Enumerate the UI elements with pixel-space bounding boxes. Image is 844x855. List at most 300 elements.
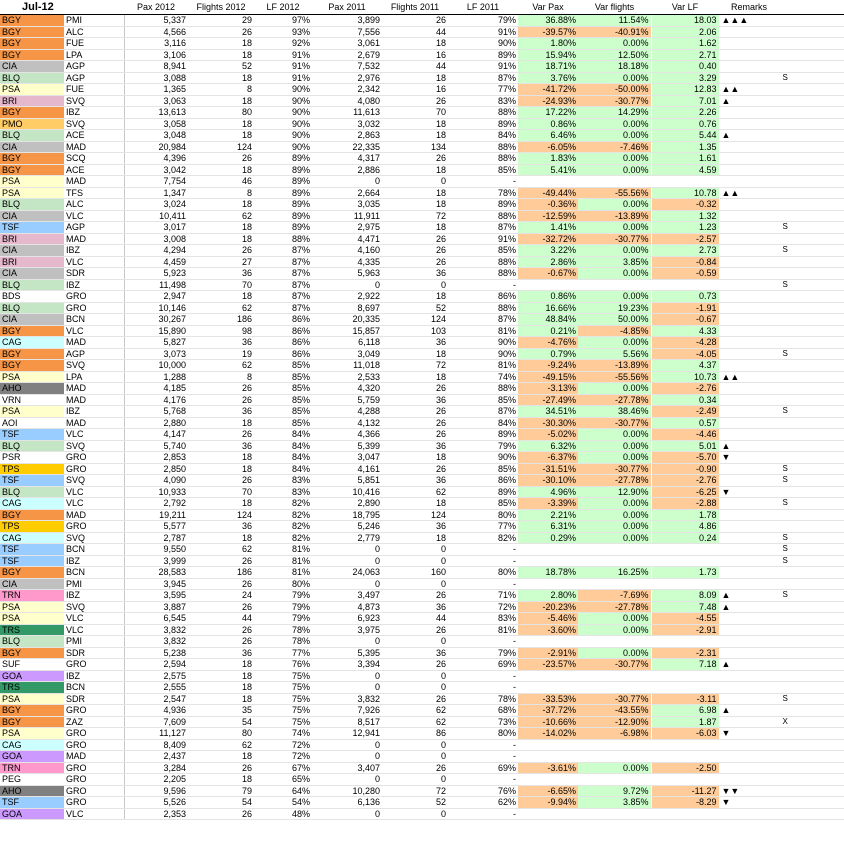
flights-2011-cell[interactable]: 26 [382, 463, 448, 475]
remarks-arrows[interactable] [719, 291, 779, 303]
var-flights-cell[interactable]: 0.00% [578, 509, 651, 521]
destination-cell[interactable]: AGP [64, 222, 124, 234]
pax-2012-cell[interactable]: 13,613 [124, 107, 188, 119]
flights-2012-cell[interactable]: 18 [188, 118, 254, 130]
origin-cell[interactable]: TRS [0, 624, 64, 636]
remarks-flag[interactable]: S [779, 222, 844, 234]
remarks-flag[interactable] [779, 601, 844, 613]
pax-2012-cell[interactable]: 19,211 [124, 509, 188, 521]
remarks-flag[interactable] [779, 371, 844, 383]
lf-2011-cell[interactable]: 79% [448, 440, 518, 452]
lf-2011-cell[interactable]: 90% [448, 348, 518, 360]
var-lf-cell[interactable]: 10.73 [651, 371, 719, 383]
pax-2012-cell[interactable]: 4,176 [124, 394, 188, 406]
lf-2011-cell[interactable]: - [448, 544, 518, 556]
var-lf-cell[interactable]: 2.71 [651, 49, 719, 61]
destination-cell[interactable]: PMI [64, 636, 124, 648]
pax-2012-cell[interactable]: 2,555 [124, 682, 188, 694]
lf-2011-cell[interactable]: 83% [448, 95, 518, 107]
destination-cell[interactable]: IBZ [64, 590, 124, 602]
remarks-arrows[interactable]: ▲ [719, 601, 779, 613]
flights-2012-cell[interactable]: 62 [188, 210, 254, 222]
var-pax-cell[interactable] [518, 774, 578, 786]
flights-2012-cell[interactable]: 35 [188, 705, 254, 717]
flights-2011-cell[interactable]: 134 [382, 141, 448, 153]
remarks-flag[interactable] [779, 38, 844, 50]
destination-cell[interactable]: IBZ [64, 555, 124, 567]
flights-2011-cell[interactable]: 0 [382, 636, 448, 648]
pax-2011-cell[interactable]: 4,873 [312, 601, 382, 613]
var-flights-cell[interactable]: -27.78% [578, 475, 651, 487]
remarks-arrows[interactable] [719, 268, 779, 280]
remarks-flag[interactable] [779, 452, 844, 464]
remarks-arrows[interactable] [719, 38, 779, 50]
var-pax-cell[interactable]: -30.30% [518, 417, 578, 429]
var-flights-cell[interactable]: -13.89% [578, 210, 651, 222]
remarks-flag[interactable] [779, 578, 844, 590]
remarks-flag[interactable] [779, 705, 844, 717]
pax-2011-cell[interactable]: 0 [312, 578, 382, 590]
var-flights-cell[interactable] [578, 751, 651, 763]
var-lf-cell[interactable]: 0.73 [651, 291, 719, 303]
lf-2011-cell[interactable]: 88% [448, 141, 518, 153]
flights-2012-cell[interactable]: 27 [188, 256, 254, 268]
flights-2012-cell[interactable]: 19 [188, 348, 254, 360]
destination-cell[interactable]: GRO [64, 762, 124, 774]
flights-2011-cell[interactable]: 26 [382, 693, 448, 705]
flights-2011-cell[interactable]: 0 [382, 176, 448, 188]
destination-cell[interactable]: MAD [64, 337, 124, 349]
var-pax-cell[interactable]: 0.29% [518, 532, 578, 544]
pax-2011-cell[interactable]: 11,613 [312, 107, 382, 119]
var-flights-cell[interactable]: 0.00% [578, 624, 651, 636]
var-lf-cell[interactable]: 12.83 [651, 84, 719, 96]
var-lf-cell[interactable]: 1.35 [651, 141, 719, 153]
flights-2011-cell[interactable]: 18 [382, 199, 448, 211]
flights-2012-cell[interactable]: 18 [188, 222, 254, 234]
flights-2012-cell[interactable]: 46 [188, 176, 254, 188]
remarks-flag[interactable] [779, 797, 844, 809]
pax-2012-cell[interactable]: 3,048 [124, 130, 188, 142]
flights-2011-cell[interactable]: 44 [382, 613, 448, 625]
var-lf-cell[interactable]: -0.32 [651, 199, 719, 211]
pax-2012-cell[interactable]: 5,768 [124, 406, 188, 418]
var-pax-cell[interactable] [518, 555, 578, 567]
origin-cell[interactable]: PSA [0, 176, 64, 188]
destination-cell[interactable]: AGP [64, 61, 124, 73]
lf-2011-cell[interactable]: 81% [448, 360, 518, 372]
var-pax-cell[interactable]: -6.05% [518, 141, 578, 153]
var-flights-cell[interactable] [578, 808, 651, 820]
pax-2011-cell[interactable]: 4,320 [312, 383, 382, 395]
pax-2012-cell[interactable]: 5,526 [124, 797, 188, 809]
pax-2011-cell[interactable]: 2,533 [312, 371, 382, 383]
lf-2011-cell[interactable]: 79% [448, 15, 518, 27]
lf-2011-cell[interactable]: 89% [448, 486, 518, 498]
lf-2012-cell[interactable]: 85% [254, 383, 312, 395]
lf-2011-cell[interactable]: 85% [448, 394, 518, 406]
var-flights-cell[interactable]: 38.46% [578, 406, 651, 418]
lf-2011-cell[interactable]: 88% [448, 256, 518, 268]
origin-cell[interactable]: CAG [0, 739, 64, 751]
lf-2011-cell[interactable]: 71% [448, 590, 518, 602]
var-flights-cell[interactable]: 0.00% [578, 245, 651, 257]
var-lf-cell[interactable] [651, 544, 719, 556]
lf-2011-cell[interactable]: - [448, 176, 518, 188]
origin-cell[interactable]: BLQ [0, 199, 64, 211]
remarks-flag[interactable] [779, 429, 844, 441]
destination-cell[interactable]: FUE [64, 84, 124, 96]
var-pax-cell[interactable]: 1.83% [518, 153, 578, 165]
origin-cell[interactable]: CAG [0, 532, 64, 544]
lf-2012-cell[interactable]: 90% [254, 95, 312, 107]
lf-2012-cell[interactable]: 85% [254, 417, 312, 429]
var-pax-cell[interactable] [518, 751, 578, 763]
remarks-arrows[interactable] [719, 279, 779, 291]
pax-2011-cell[interactable]: 24,063 [312, 567, 382, 579]
lf-2012-cell[interactable]: 81% [254, 567, 312, 579]
flights-2012-cell[interactable]: 29 [188, 15, 254, 27]
lf-2011-cell[interactable]: 88% [448, 210, 518, 222]
lf-2011-cell[interactable]: 84% [448, 130, 518, 142]
var-pax-cell[interactable] [518, 544, 578, 556]
remarks-arrows[interactable] [719, 509, 779, 521]
var-flights-cell[interactable] [578, 279, 651, 291]
destination-cell[interactable]: MAD [64, 233, 124, 245]
remarks-arrows[interactable] [719, 210, 779, 222]
var-pax-cell[interactable]: -4.76% [518, 337, 578, 349]
var-flights-cell[interactable]: 0.00% [578, 498, 651, 510]
lf-2011-cell[interactable]: 85% [448, 245, 518, 257]
flights-2012-cell[interactable]: 36 [188, 440, 254, 452]
var-lf-cell[interactable]: 7.18 [651, 659, 719, 671]
origin-cell[interactable]: PSA [0, 187, 64, 199]
var-pax-cell[interactable] [518, 578, 578, 590]
flights-2011-cell[interactable]: 52 [382, 302, 448, 314]
remarks-flag[interactable] [779, 164, 844, 176]
lf-2011-cell[interactable]: 88% [448, 268, 518, 280]
destination-cell[interactable]: SDR [64, 268, 124, 280]
lf-2012-cell[interactable]: 87% [254, 279, 312, 291]
pax-2012-cell[interactable]: 9,550 [124, 544, 188, 556]
var-flights-cell[interactable]: -27.78% [578, 601, 651, 613]
destination-cell[interactable]: IBZ [64, 670, 124, 682]
pax-2012-cell[interactable]: 7,609 [124, 716, 188, 728]
pax-2012-cell[interactable]: 2,547 [124, 693, 188, 705]
var-lf-cell[interactable]: 1.87 [651, 716, 719, 728]
var-flights-cell[interactable]: 14.29% [578, 107, 651, 119]
origin-cell[interactable]: BGY [0, 38, 64, 50]
origin-cell[interactable]: BGY [0, 647, 64, 659]
origin-cell[interactable]: TSF [0, 222, 64, 234]
pax-2011-cell[interactable]: 2,890 [312, 498, 382, 510]
destination-cell[interactable]: GRO [64, 705, 124, 717]
flights-2012-cell[interactable]: 26 [188, 245, 254, 257]
remarks-flag[interactable] [779, 302, 844, 314]
pax-2011-cell[interactable]: 3,047 [312, 452, 382, 464]
origin-cell[interactable]: TSF [0, 544, 64, 556]
flights-2012-cell[interactable]: 54 [188, 716, 254, 728]
lf-2012-cell[interactable]: 85% [254, 371, 312, 383]
lf-2012-cell[interactable]: 82% [254, 521, 312, 533]
pax-2012-cell[interactable]: 6,545 [124, 613, 188, 625]
lf-2012-cell[interactable]: 72% [254, 751, 312, 763]
pax-2012-cell[interactable]: 4,090 [124, 475, 188, 487]
remarks-flag[interactable] [779, 636, 844, 648]
origin-cell[interactable]: BGY [0, 716, 64, 728]
pax-2012-cell[interactable]: 5,577 [124, 521, 188, 533]
origin-cell[interactable]: PSA [0, 613, 64, 625]
lf-2012-cell[interactable]: 86% [254, 314, 312, 326]
lf-2012-cell[interactable]: 82% [254, 532, 312, 544]
flights-2011-cell[interactable]: 0 [382, 279, 448, 291]
flights-2012-cell[interactable]: 18 [188, 682, 254, 694]
flights-2011-cell[interactable]: 18 [382, 187, 448, 199]
var-flights-cell[interactable] [578, 636, 651, 648]
destination-cell[interactable]: VLC [64, 429, 124, 441]
var-flights-cell[interactable]: 0.00% [578, 613, 651, 625]
var-flights-cell[interactable] [578, 578, 651, 590]
pax-2012-cell[interactable]: 10,933 [124, 486, 188, 498]
lf-2011-cell[interactable]: 85% [448, 498, 518, 510]
lf-2011-cell[interactable]: 80% [448, 509, 518, 521]
var-lf-cell[interactable]: -1.91 [651, 302, 719, 314]
lf-2011-cell[interactable]: 88% [448, 383, 518, 395]
var-lf-cell[interactable]: -6.25 [651, 486, 719, 498]
lf-2012-cell[interactable]: 89% [254, 153, 312, 165]
var-flights-cell[interactable]: 3.85% [578, 256, 651, 268]
flights-2011-cell[interactable]: 18 [382, 291, 448, 303]
lf-2011-cell[interactable]: 79% [448, 647, 518, 659]
flights-2012-cell[interactable]: 18 [188, 498, 254, 510]
origin-cell[interactable]: TRS [0, 682, 64, 694]
origin-cell[interactable]: TSF [0, 555, 64, 567]
remarks-arrows[interactable]: ▼ [719, 452, 779, 464]
var-flights-cell[interactable]: 12.90% [578, 486, 651, 498]
destination-cell[interactable]: VLC [64, 256, 124, 268]
var-pax-cell[interactable]: -41.72% [518, 84, 578, 96]
lf-2012-cell[interactable]: 90% [254, 130, 312, 142]
remarks-arrows[interactable] [719, 521, 779, 533]
remarks-arrows[interactable] [719, 406, 779, 418]
pax-2012-cell[interactable]: 5,827 [124, 337, 188, 349]
pax-2011-cell[interactable]: 3,049 [312, 348, 382, 360]
remarks-arrows[interactable] [719, 647, 779, 659]
remarks-arrows[interactable]: ▲ [719, 130, 779, 142]
lf-2011-cell[interactable]: 82% [448, 532, 518, 544]
lf-2011-cell[interactable]: 68% [448, 705, 518, 717]
flights-2012-cell[interactable]: 54 [188, 797, 254, 809]
var-lf-cell[interactable]: 1.78 [651, 509, 719, 521]
var-pax-cell[interactable]: -32.72% [518, 233, 578, 245]
var-lf-cell[interactable]: 4.59 [651, 164, 719, 176]
lf-2011-cell[interactable]: 81% [448, 624, 518, 636]
lf-2012-cell[interactable]: 88% [254, 233, 312, 245]
var-pax-cell[interactable]: -2.91% [518, 647, 578, 659]
remarks-arrows[interactable] [719, 762, 779, 774]
var-lf-cell[interactable]: -2.88 [651, 498, 719, 510]
flights-2012-cell[interactable]: 26 [188, 475, 254, 487]
var-pax-cell[interactable]: 0.21% [518, 325, 578, 337]
remarks-flag[interactable] [779, 95, 844, 107]
flights-2011-cell[interactable]: 52 [382, 797, 448, 809]
origin-cell[interactable]: BGY [0, 49, 64, 61]
flights-2012-cell[interactable]: 18 [188, 670, 254, 682]
lf-2012-cell[interactable]: 91% [254, 61, 312, 73]
var-lf-cell[interactable]: -2.50 [651, 762, 719, 774]
lf-2012-cell[interactable]: 84% [254, 429, 312, 441]
flights-2012-cell[interactable]: 62 [188, 302, 254, 314]
lf-2011-cell[interactable]: - [448, 774, 518, 786]
var-flights-cell[interactable]: 0.00% [578, 130, 651, 142]
pax-2012-cell[interactable]: 2,850 [124, 463, 188, 475]
lf-2011-cell[interactable]: - [448, 636, 518, 648]
var-lf-cell[interactable]: 6.98 [651, 705, 719, 717]
pax-2011-cell[interactable]: 3,032 [312, 118, 382, 130]
lf-2012-cell[interactable]: 72% [254, 739, 312, 751]
destination-cell[interactable]: VLC [64, 808, 124, 820]
remarks-flag[interactable] [779, 256, 844, 268]
pax-2011-cell[interactable]: 2,342 [312, 84, 382, 96]
flights-2011-cell[interactable]: 36 [382, 475, 448, 487]
remarks-arrows[interactable] [719, 72, 779, 84]
pax-2011-cell[interactable]: 3,899 [312, 15, 382, 27]
remarks-flag[interactable] [779, 728, 844, 740]
remarks-arrows[interactable]: ▲ [719, 590, 779, 602]
pax-2012-cell[interactable]: 3,088 [124, 72, 188, 84]
flights-2012-cell[interactable]: 186 [188, 314, 254, 326]
remarks-flag[interactable] [779, 739, 844, 751]
var-pax-cell[interactable]: -5.02% [518, 429, 578, 441]
pax-2012-cell[interactable]: 2,353 [124, 808, 188, 820]
var-lf-cell[interactable]: 1.23 [651, 222, 719, 234]
flights-2011-cell[interactable]: 18 [382, 38, 448, 50]
remarks-arrows[interactable] [719, 61, 779, 73]
origin-cell[interactable]: BGY [0, 26, 64, 38]
flights-2011-cell[interactable]: 26 [382, 153, 448, 165]
flights-2012-cell[interactable]: 18 [188, 532, 254, 544]
origin-cell[interactable]: CIA [0, 141, 64, 153]
remarks-flag[interactable] [779, 751, 844, 763]
remarks-arrows[interactable]: ▼ [719, 728, 779, 740]
flights-2011-cell[interactable]: 62 [382, 486, 448, 498]
remarks-arrows[interactable] [719, 383, 779, 395]
lf-2011-cell[interactable]: 80% [448, 728, 518, 740]
var-pax-cell[interactable]: -6.37% [518, 452, 578, 464]
var-pax-cell[interactable]: -5.46% [518, 613, 578, 625]
pax-2011-cell[interactable]: 0 [312, 555, 382, 567]
lf-2011-cell[interactable]: 69% [448, 762, 518, 774]
flights-2011-cell[interactable]: 124 [382, 509, 448, 521]
var-lf-cell[interactable]: 1.62 [651, 38, 719, 50]
destination-cell[interactable]: VLC [64, 325, 124, 337]
lf-2012-cell[interactable]: 87% [254, 256, 312, 268]
var-pax-cell[interactable]: 18.71% [518, 61, 578, 73]
pax-2011-cell[interactable]: 4,080 [312, 95, 382, 107]
flights-2011-cell[interactable]: 18 [382, 532, 448, 544]
var-flights-cell[interactable]: -30.77% [578, 417, 651, 429]
destination-cell[interactable]: ALC [64, 199, 124, 211]
lf-2011-cell[interactable]: 72% [448, 601, 518, 613]
remarks-flag[interactable] [779, 130, 844, 142]
flights-2011-cell[interactable]: 0 [382, 751, 448, 763]
flights-2011-cell[interactable]: 36 [382, 647, 448, 659]
flights-2011-cell[interactable]: 124 [382, 314, 448, 326]
flights-2011-cell[interactable]: 18 [382, 164, 448, 176]
origin-cell[interactable]: AHO [0, 383, 64, 395]
pax-2012-cell[interactable]: 4,566 [124, 26, 188, 38]
pax-2011-cell[interactable]: 22,335 [312, 141, 382, 153]
flights-2011-cell[interactable]: 0 [382, 808, 448, 820]
pax-2011-cell[interactable]: 4,335 [312, 256, 382, 268]
var-flights-cell[interactable]: -6.98% [578, 728, 651, 740]
lf-2011-cell[interactable]: 89% [448, 118, 518, 130]
pax-2011-cell[interactable]: 3,035 [312, 199, 382, 211]
lf-2012-cell[interactable]: 54% [254, 797, 312, 809]
remarks-flag[interactable] [779, 762, 844, 774]
var-pax-cell[interactable]: -37.72% [518, 705, 578, 717]
lf-2011-cell[interactable]: - [448, 279, 518, 291]
origin-cell[interactable]: PMO [0, 118, 64, 130]
origin-cell[interactable]: TSF [0, 797, 64, 809]
flights-2011-cell[interactable]: 18 [382, 371, 448, 383]
remarks-arrows[interactable]: ▲▲ [719, 84, 779, 96]
var-flights-cell[interactable]: 0.00% [578, 383, 651, 395]
flights-2011-cell[interactable]: 44 [382, 61, 448, 73]
lf-2012-cell[interactable]: 87% [254, 302, 312, 314]
pax-2011-cell[interactable]: 11,018 [312, 360, 382, 372]
pax-2012-cell[interactable]: 3,106 [124, 49, 188, 61]
pax-2011-cell[interactable]: 0 [312, 682, 382, 694]
pax-2012-cell[interactable]: 3,008 [124, 233, 188, 245]
origin-cell[interactable]: AHO [0, 785, 64, 797]
flights-2011-cell[interactable]: 160 [382, 567, 448, 579]
pax-2011-cell[interactable]: 11,911 [312, 210, 382, 222]
remarks-arrows[interactable] [719, 739, 779, 751]
var-pax-cell[interactable]: -31.51% [518, 463, 578, 475]
var-pax-cell[interactable] [518, 739, 578, 751]
remarks-arrows[interactable] [719, 498, 779, 510]
remarks-flag[interactable] [779, 199, 844, 211]
remarks-flag[interactable] [779, 521, 844, 533]
remarks-flag[interactable] [779, 682, 844, 694]
flights-2012-cell[interactable]: 124 [188, 141, 254, 153]
pax-2012-cell[interactable]: 8,409 [124, 739, 188, 751]
var-pax-cell[interactable]: 2.21% [518, 509, 578, 521]
origin-cell[interactable]: BGY [0, 107, 64, 119]
lf-2011-cell[interactable]: - [448, 739, 518, 751]
remarks-arrows[interactable]: ▲▲ [719, 371, 779, 383]
origin-cell[interactable]: CIA [0, 210, 64, 222]
pax-2012-cell[interactable]: 2,575 [124, 670, 188, 682]
flights-2011-cell[interactable]: 62 [382, 716, 448, 728]
origin-cell[interactable]: BLQ [0, 130, 64, 142]
remarks-flag[interactable] [779, 176, 844, 188]
var-pax-cell[interactable]: -23.57% [518, 659, 578, 671]
pax-2012-cell[interactable]: 4,396 [124, 153, 188, 165]
flights-2012-cell[interactable]: 80 [188, 728, 254, 740]
destination-cell[interactable]: SVQ [64, 532, 124, 544]
remarks-flag[interactable] [779, 26, 844, 38]
pax-2011-cell[interactable]: 2,975 [312, 222, 382, 234]
lf-2012-cell[interactable]: 75% [254, 682, 312, 694]
lf-2012-cell[interactable]: 82% [254, 509, 312, 521]
flights-2012-cell[interactable]: 62 [188, 739, 254, 751]
remarks-flag[interactable]: S [779, 406, 844, 418]
origin-cell[interactable]: TSF [0, 475, 64, 487]
pax-2011-cell[interactable]: 2,863 [312, 130, 382, 142]
lf-2012-cell[interactable]: 79% [254, 613, 312, 625]
